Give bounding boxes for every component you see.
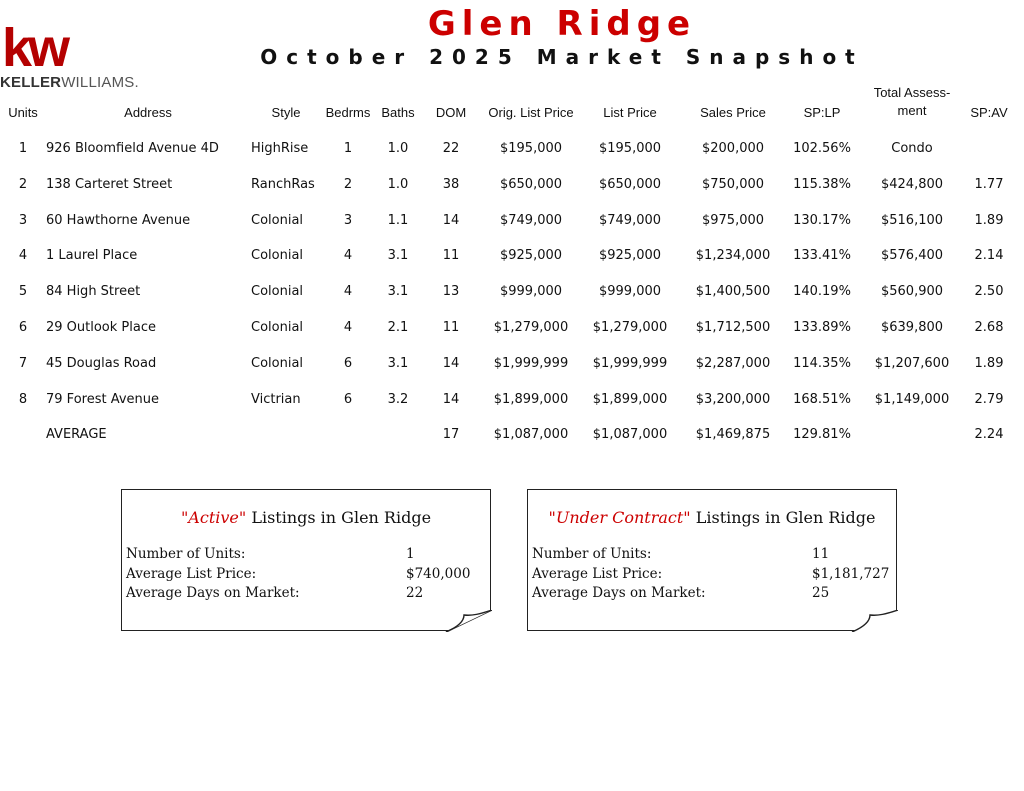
cell-total-assessment: $576,400 <box>880 248 944 264</box>
cell-unit: 5 <box>18 284 28 300</box>
header-sp-lp: SP:LP <box>803 105 841 120</box>
cell-style: Colonial <box>251 248 304 264</box>
active-units-label: Number of Units: <box>126 546 246 562</box>
cell-orig-list-price: $650,000 <box>499 176 563 192</box>
cell-baths: 3.1 <box>387 248 409 264</box>
cell-total-assessment: $516,100 <box>880 212 944 228</box>
active-price-label: Average List Price: <box>126 566 257 582</box>
header-orig-list-price: Orig. List Price <box>488 105 574 120</box>
cell-unit: 2 <box>18 176 28 192</box>
cell-sales-price: $975,000 <box>701 212 765 228</box>
cell-sp-lp: 114.35% <box>793 355 851 371</box>
cell-dom: 38 <box>442 176 460 192</box>
cell-sp-av: 1.89 <box>974 212 1004 228</box>
cell-dom: 11 <box>442 319 460 335</box>
table-row <box>0 164 1024 200</box>
cell-style: Colonial <box>251 212 304 228</box>
cell-sales-price: $750,000 <box>701 176 765 192</box>
cell-orig-list-price: $1,999,999 <box>493 355 569 371</box>
cell-style: Colonial <box>251 319 304 335</box>
page-curl-icon <box>848 610 898 632</box>
active-price-value: $740,000 <box>406 566 471 582</box>
cell-sp-lp: 115.38% <box>793 176 851 192</box>
cell-baths: 1.0 <box>387 176 409 192</box>
page-title: Glen Ridge <box>427 4 697 44</box>
cell-address: 60 Hawthorne Avenue <box>46 212 191 228</box>
cell-unit: 1 <box>18 141 28 156</box>
cell-sp-av: 2.50 <box>974 284 1004 300</box>
cell-address: 79 Forest Avenue <box>46 391 160 407</box>
cell-style: Colonial <box>251 284 304 300</box>
table-row <box>0 128 1024 164</box>
cell-bedrms: 3 <box>343 212 353 228</box>
cell-orig-list-price: $925,000 <box>499 248 563 264</box>
market-table <box>0 84 1024 450</box>
cell-baths: 1.1 <box>387 212 409 228</box>
cell-sp-av: 2.14 <box>974 248 1004 264</box>
cell-orig-list-price: $999,000 <box>499 284 563 300</box>
cell-unit: 7 <box>18 355 28 371</box>
cell-dom: 14 <box>442 391 460 407</box>
active-box-title <box>122 508 490 527</box>
cell-orig-list-price: $195,000 <box>499 141 563 156</box>
cell-list-price: $925,000 <box>598 248 662 264</box>
cell-sales-price: $3,200,000 <box>695 391 771 407</box>
cell-sp-lp: 130.17% <box>793 212 851 228</box>
cell-sales-price: $1,400,500 <box>695 284 771 300</box>
cell-bedrms: 4 <box>343 284 353 300</box>
table-row <box>0 343 1024 379</box>
cell-list-price: $1,999,999 <box>592 355 668 371</box>
cell-style: RanchRas <box>251 176 315 192</box>
cell-bedrms: 6 <box>343 391 353 407</box>
active-dom-value: 22 <box>406 585 424 601</box>
cell-address: 1 Laurel Place <box>46 248 138 264</box>
header-style: Style <box>271 105 301 120</box>
header-sp-av: SP:AV <box>970 105 1008 120</box>
average-dom: 17 <box>442 427 460 443</box>
active-title-em: "Active" <box>180 508 247 527</box>
cell-address: 29 Outlook Place <box>46 319 156 335</box>
contract-dom-label: Average Days on Market: <box>532 585 706 601</box>
cell-baths: 2.1 <box>387 319 409 335</box>
cell-bedrms: 2 <box>343 176 353 192</box>
cell-sp-av: 1.77 <box>974 176 1004 192</box>
average-label: AVERAGE <box>46 427 107 443</box>
active-units-value: 1 <box>406 546 415 562</box>
cell-dom: 14 <box>442 212 460 228</box>
average-splp: 129.81% <box>793 427 851 443</box>
cell-unit: 8 <box>18 391 28 407</box>
cell-list-price: $650,000 <box>598 176 662 192</box>
cell-sp-lp: 133.41% <box>793 248 851 264</box>
cell-total-assessment: $560,900 <box>880 284 944 300</box>
header-list-price: List Price <box>603 105 657 120</box>
cell-sp-lp: 133.89% <box>793 319 851 335</box>
table-body <box>0 128 1024 414</box>
contract-box-title <box>528 508 896 527</box>
header-dom: DOM <box>435 105 467 120</box>
cell-bedrms: 4 <box>343 248 353 264</box>
cell-total-assessment: $424,800 <box>880 176 944 192</box>
cell-dom: 11 <box>442 248 460 264</box>
cell-unit: 6 <box>18 319 28 335</box>
active-title-rest: Listings in Glen Ridge <box>246 508 432 527</box>
cell-baths: 3.1 <box>387 284 409 300</box>
table-header <box>0 84 1024 128</box>
average-sales: $1,469,875 <box>695 427 771 443</box>
active-listings-box <box>121 489 491 631</box>
average-orig: $1,087,000 <box>493 427 569 443</box>
cell-baths: 3.1 <box>387 355 409 371</box>
under-contract-box <box>527 489 897 631</box>
cell-list-price: $195,000 <box>598 141 662 156</box>
cell-orig-list-price: $1,899,000 <box>493 391 569 407</box>
header-total-assessment: Total Assess-ment <box>873 85 951 118</box>
contract-title-rest: Listings in Glen Ridge <box>690 508 876 527</box>
cell-sp-av: 2.79 <box>974 391 1004 407</box>
contract-title-em: "Under Contract" <box>548 508 691 527</box>
cell-address: 138 Carteret Street <box>46 176 173 192</box>
cell-dom: 22 <box>442 141 460 156</box>
table-row <box>0 271 1024 307</box>
cell-orig-list-price: $749,000 <box>499 212 563 228</box>
average-spav: 2.24 <box>974 427 1004 443</box>
brand-rest: WILLIAMS. <box>61 74 139 91</box>
contract-units-label: Number of Units: <box>532 546 652 562</box>
cell-sales-price: $1,234,000 <box>695 248 771 264</box>
kw-mark: kw <box>2 18 67 78</box>
contract-dom-value: 25 <box>812 585 830 601</box>
cell-bedrms: 4 <box>343 319 353 335</box>
header-baths: Baths <box>381 105 415 120</box>
cell-total-assessment: Condo <box>891 141 933 156</box>
cell-sp-av: 2.68 <box>974 319 1004 335</box>
cell-baths: 1.0 <box>387 141 409 156</box>
cell-sales-price: $200,000 <box>701 141 765 156</box>
cell-style: Colonial <box>251 355 304 371</box>
cell-dom: 13 <box>442 284 460 300</box>
table-row <box>0 200 1024 236</box>
cell-address: 45 Douglas Road <box>46 355 157 371</box>
cell-sales-price: $1,712,500 <box>695 319 771 335</box>
header-sales-price: Sales Price <box>700 105 766 120</box>
cell-list-price: $749,000 <box>598 212 662 228</box>
cell-address: 926 Bloomfield Avenue 4D <box>46 141 219 156</box>
table-row <box>0 235 1024 271</box>
cell-total-assessment: $639,800 <box>880 319 944 335</box>
table-row <box>0 307 1024 343</box>
contract-price-label: Average List Price: <box>532 566 663 582</box>
header-units: Units <box>8 105 38 120</box>
cell-style: Victrian <box>251 391 301 407</box>
cell-style: HighRise <box>251 141 309 156</box>
contract-units-value: 11 <box>812 546 830 562</box>
cell-dom: 14 <box>442 355 460 371</box>
average-row <box>0 414 1024 450</box>
page-curl-icon <box>442 610 492 632</box>
cell-sp-av: 1.89 <box>974 355 1004 371</box>
table-row <box>0 379 1024 415</box>
cell-total-assessment: $1,149,000 <box>874 391 950 407</box>
cell-unit: 4 <box>18 248 28 264</box>
header-address: Address <box>124 105 172 120</box>
cell-list-price: $1,279,000 <box>592 319 668 335</box>
cell-list-price: $1,899,000 <box>592 391 668 407</box>
cell-address: 84 High Street <box>46 284 141 300</box>
brand-bold: KELLER <box>0 74 62 91</box>
cell-orig-list-price: $1,279,000 <box>493 319 569 335</box>
cell-baths: 3.2 <box>387 391 409 407</box>
cell-sp-lp: 168.51% <box>793 391 851 407</box>
cell-sales-price: $2,287,000 <box>695 355 771 371</box>
page-subtitle: October 2025 Market Snapshot <box>260 45 864 69</box>
cell-total-assessment: $1,207,600 <box>874 355 950 371</box>
cell-sp-lp: 140.19% <box>793 284 851 300</box>
contract-price-value: $1,181,727 <box>812 566 890 582</box>
cell-bedrms: 1 <box>343 141 353 156</box>
cell-unit: 3 <box>18 212 28 228</box>
average-list: $1,087,000 <box>592 427 668 443</box>
cell-sp-lp: 102.56% <box>793 141 851 156</box>
cell-bedrms: 6 <box>343 355 353 371</box>
cell-list-price: $999,000 <box>598 284 662 300</box>
header-bedrms: Bedrms <box>325 105 371 120</box>
active-dom-label: Average Days on Market: <box>126 585 300 601</box>
